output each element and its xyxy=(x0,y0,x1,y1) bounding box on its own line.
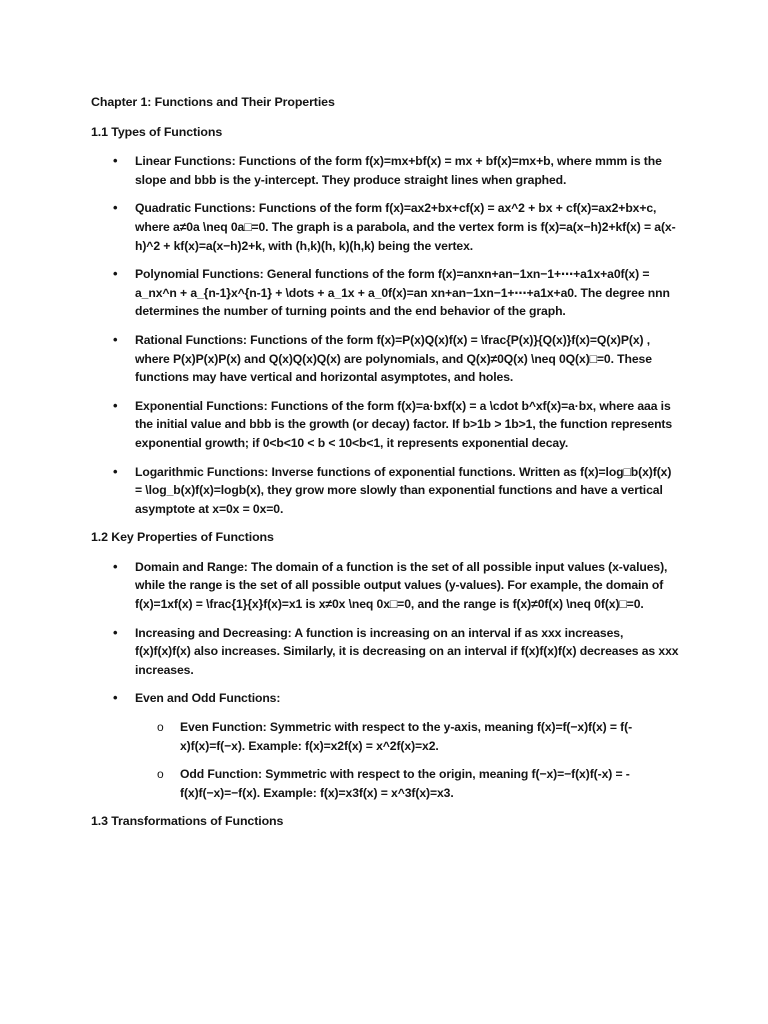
list-item-text: Logarithmic Functions: Inverse functions of exponential functions. Written as f(x)=log□b(x)f(x) = \log_b(x)f(x)=logb(x), they grow more slowly than exponential functions and have a vertical asymptote at x=0x = 0x=0. xyxy=(135,464,672,516)
bullet-marker: • xyxy=(113,624,118,640)
chapter-title: Chapter 1: Functions and Their Properties xyxy=(91,95,335,109)
bullet-marker: • xyxy=(113,153,118,169)
list-item xyxy=(91,689,681,802)
list-item xyxy=(91,331,681,387)
bullet-marker: • xyxy=(113,690,118,706)
list-item-text: Linear Functions: Functions of the form f(x)=mx+bf(x) = mx + bf(x)=mx+b, where mmm is the slope and bbb is the y-intercept. They produce straight lines when graphed. xyxy=(135,154,662,187)
list-item xyxy=(91,152,681,189)
sub-bullet-marker: o xyxy=(157,720,164,735)
sub-list-item xyxy=(135,718,681,755)
list-item-text: Domain and Range: The domain of a function is the set of all possible input values (x-values), while the range is the set of all possible output values (y-values). For example, the domain of f(x)=1xf(x) = \frac{1}{x}f(x)=x1 is x≠0x \neq 0x□=0, and the range is f(x)≠0f(x) \neq 0f(x)□=0. xyxy=(135,559,668,612)
sub-list-item-text: Even Function: Symmetric with respect to the y-axis, meaning f(x)=f(−x)f(x) = f(-x)f(x)=f(−x). Example: f(x)=x2f(x) = x^2f(x)=x2. xyxy=(180,720,633,753)
list-item-text: Quadratic Functions: Functions of the form f(x)=ax2+bx+cf(x) = ax^2 + bx + cf(x)=ax2+bx+c, where a≠0a \neq 0a□=0. The graph is a parabola, and the vertex form is f(x)=a(x−h)2+kf(x) = a(x-h)^2 + kf(x)=a(x−h)2+k, with (h,k)(h, k)(h,k) being the vertex. xyxy=(135,201,676,253)
list-item-text: Increasing and Decreasing: A function is increasing on an interval if as xxx increases, f(x)f(x)f(x) also increases. Similarly, it is decreasing on an interval if f(x)f(x)f(x) decreases as xxx increases. xyxy=(135,625,679,677)
sub-list-item xyxy=(135,765,681,802)
list-item-text: Even and Odd Functions: xyxy=(135,691,281,706)
section-transformations xyxy=(91,812,681,831)
document-content xyxy=(91,93,681,842)
section-types-of-functions xyxy=(91,123,681,519)
bullet-list xyxy=(91,558,681,803)
list-item-text: Rational Functions: Functions of the form f(x)=P(x)Q(x)f(x) = \frac{P(x)}{Q(x)}f(x)=Q(x)P(x) , where P(x)P(x)P(x) and Q(x)Q(x)Q(x) are polynomials, and Q(x)≠0Q(x) \neq 0Q(x)□=0. These functions may have vertical and horizontal asymptotes, and holes. xyxy=(135,332,652,385)
sub-bullet-marker: o xyxy=(157,767,164,782)
section-title: 1.1 Types of Functions xyxy=(91,124,223,139)
section-title: 1.3 Transformations of Functions xyxy=(91,814,284,829)
list-item xyxy=(91,463,681,519)
list-item xyxy=(91,199,681,255)
bullet-list xyxy=(91,152,681,518)
section-key-properties xyxy=(91,528,681,802)
list-item xyxy=(91,265,681,321)
bullet-marker: • xyxy=(113,463,118,479)
sub-bullet-list xyxy=(135,718,681,802)
bullet-marker: • xyxy=(113,200,118,216)
list-item xyxy=(91,397,681,453)
list-item-text: Polynomial Functions: General functions of the form f(x)=anxn+an−1xn−1+⋯+a1x+a0f(x) = a_nx^n + a_{n-1}x^{n-1} + \dots + a_1x + a_0f(x)=an xn+an−1xn−1+⋯+a1x+a0. The degree nnn determines the number of turning points and the end behavior of the graph. xyxy=(135,267,670,319)
list-item xyxy=(91,558,681,614)
list-item xyxy=(91,624,681,680)
list-item-text: Exponential Functions: Functions of the form f(x)=a·bxf(x) = a \cdot b^xf(x)=a·bx, where aaa is the initial value and bbb is the growth (or decay) factor. If b>1b > 1b>1, the function represents exponential growth; if 0<b<10 < b < 10<b<1, it represents exponential decay. xyxy=(135,398,673,450)
bullet-marker: • xyxy=(113,558,118,574)
bullet-marker: • xyxy=(113,397,118,413)
sub-list-item-text: Odd Function: Symmetric with respect to the origin, meaning f(−x)=−f(x)f(-x) = -f(x)f(−x)=−f(x). Example: f(x)=x3f(x) = x^3f(x)=x3. xyxy=(180,767,630,800)
bullet-marker: • xyxy=(113,331,118,347)
bullet-marker: • xyxy=(113,266,118,282)
section-title: 1.2 Key Properties of Functions xyxy=(91,530,274,545)
